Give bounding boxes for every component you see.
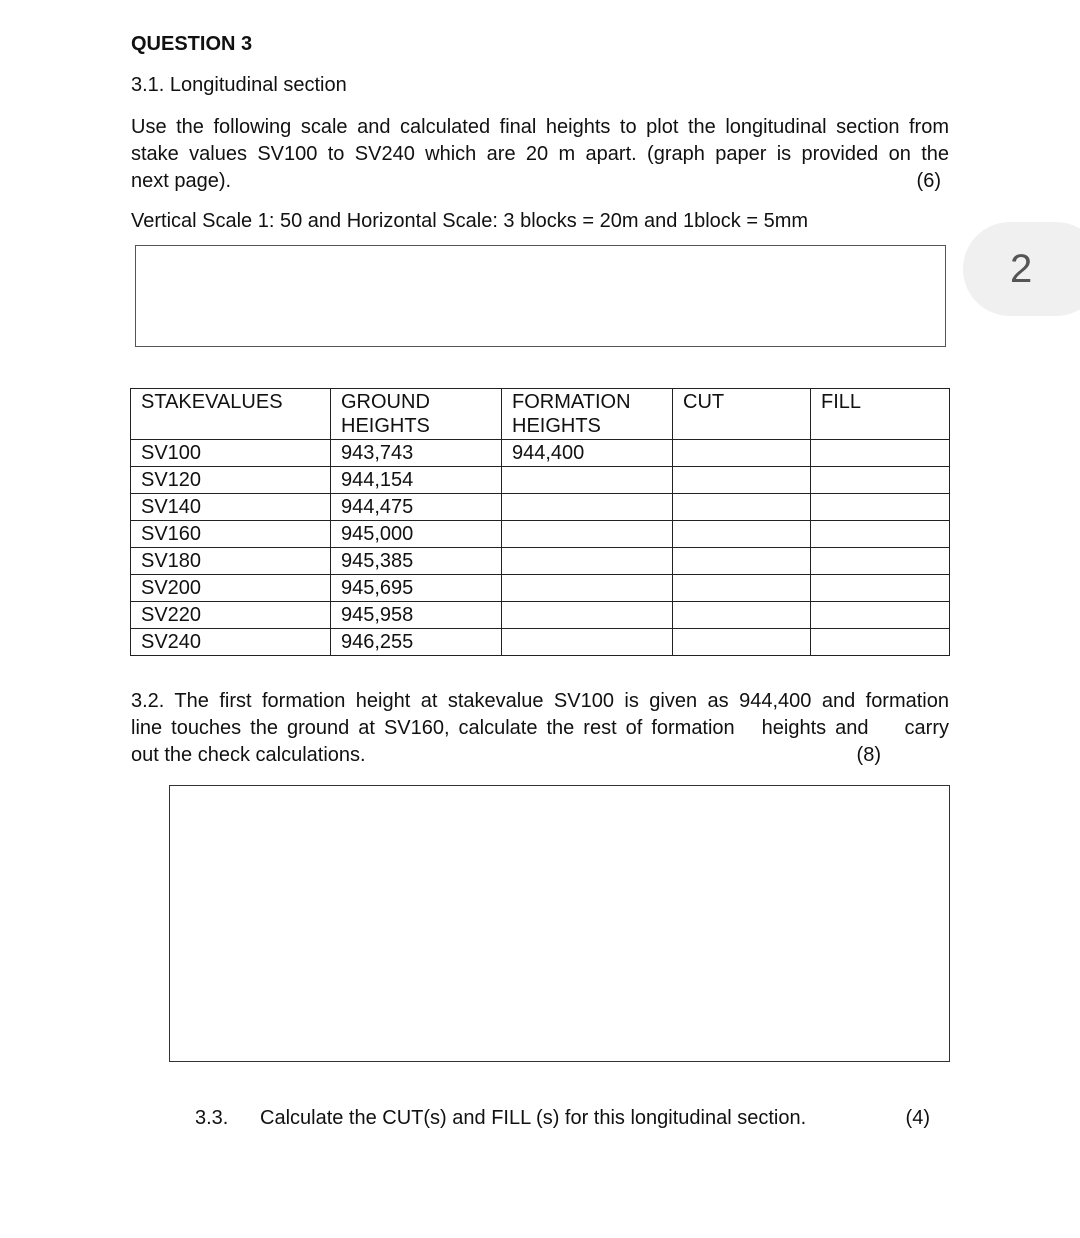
cell-stake: SV160 (131, 521, 331, 548)
cell-formation[interactable] (502, 575, 673, 602)
cell-fill[interactable] (811, 602, 950, 629)
header-ground-heights: GROUND HEIGHTS (331, 389, 502, 440)
header-cut: CUT (673, 389, 811, 440)
cell-cut[interactable] (673, 521, 811, 548)
cell-ground: 944,154 (331, 467, 502, 494)
cell-fill[interactable] (811, 467, 950, 494)
answer-box-3-1[interactable] (135, 245, 946, 347)
section-3-2-text (131, 688, 949, 769)
table-row (131, 575, 950, 602)
marks-3-3: (4) (905, 1107, 930, 1129)
table-row (131, 440, 950, 467)
section-3-3 (195, 1107, 930, 1130)
cell-formation[interactable] (502, 521, 673, 548)
answer-box-3-2[interactable] (169, 785, 950, 1062)
header-fill: FILL (811, 389, 950, 440)
table-header-row (131, 389, 950, 440)
cell-stake: SV240 (131, 629, 331, 656)
cell-fill[interactable] (811, 494, 950, 521)
cell-formation[interactable]: 944,400 (502, 440, 673, 467)
cell-ground: 945,695 (331, 575, 502, 602)
cell-cut[interactable] (673, 494, 811, 521)
page-number-badge: 2 (963, 222, 1080, 316)
cell-ground: 945,385 (331, 548, 502, 575)
cell-fill[interactable] (811, 521, 950, 548)
cell-fill[interactable] (811, 575, 950, 602)
table-row (131, 467, 950, 494)
question-line: line touches the ground at SV160, calculate the rest of formation heights and carry (131, 717, 949, 739)
section-3-3-number: 3.3. (195, 1107, 229, 1129)
table-row (131, 521, 950, 548)
cell-formation[interactable] (502, 494, 673, 521)
table-row (131, 494, 950, 521)
cell-cut[interactable] (673, 467, 811, 494)
cell-fill[interactable] (811, 629, 950, 656)
cell-formation[interactable] (502, 548, 673, 575)
table-row (131, 602, 950, 629)
cell-cut[interactable] (673, 548, 811, 575)
section-3-1-instructions (131, 114, 949, 195)
instruction-line: next page). (131, 170, 232, 192)
cell-formation[interactable] (502, 467, 673, 494)
instruction-line: Use the following scale and calculated final heights to plot the longitudinal section from (131, 116, 949, 138)
cell-ground: 943,743 (331, 440, 502, 467)
cell-cut[interactable] (673, 440, 811, 467)
cell-ground: 945,958 (331, 602, 502, 629)
cell-cut[interactable] (673, 602, 811, 629)
marks-3-1: (6) (916, 170, 941, 192)
cell-fill[interactable] (811, 548, 950, 575)
cell-cut[interactable] (673, 629, 811, 656)
question-heading: QUESTION 3 (131, 33, 253, 55)
table-row (131, 629, 950, 656)
cell-fill[interactable] (811, 440, 950, 467)
cell-stake: SV200 (131, 575, 331, 602)
cell-stake: SV220 (131, 602, 331, 629)
cell-ground: 945,000 (331, 521, 502, 548)
instruction-line: stake values SV100 to SV240 which are 20 m apart. (graph paper is provided on the (131, 143, 949, 165)
cell-formation[interactable] (502, 602, 673, 629)
cell-stake: SV180 (131, 548, 331, 575)
cell-stake: SV140 (131, 494, 331, 521)
header-formation-heights: FORMATION HEIGHTS (502, 389, 673, 440)
heights-table (130, 388, 950, 656)
cell-stake: SV100 (131, 440, 331, 467)
cell-cut[interactable] (673, 575, 811, 602)
cell-ground: 946,255 (331, 629, 502, 656)
question-line: 3.2. The first formation height at stakevalue SV100 is given as 944,400 and formation (131, 690, 949, 712)
cell-stake: SV120 (131, 467, 331, 494)
table-row (131, 548, 950, 575)
scale-text: Vertical Scale 1: 50 and Horizontal Scale: 3 blocks = 20m and 1block = 5mm (131, 210, 809, 232)
section-3-3-text: Calculate the CUT(s) and FILL (s) for this longitudinal section. (260, 1107, 807, 1129)
marks-3-2: (8) (856, 744, 881, 766)
section-3-1-title: 3.1. Longitudinal section (131, 74, 347, 96)
cell-ground: 944,475 (331, 494, 502, 521)
cell-formation[interactable] (502, 629, 673, 656)
header-stakevalues: STAKEVALUES (131, 389, 331, 440)
question-line: out the check calculations. (131, 744, 366, 766)
